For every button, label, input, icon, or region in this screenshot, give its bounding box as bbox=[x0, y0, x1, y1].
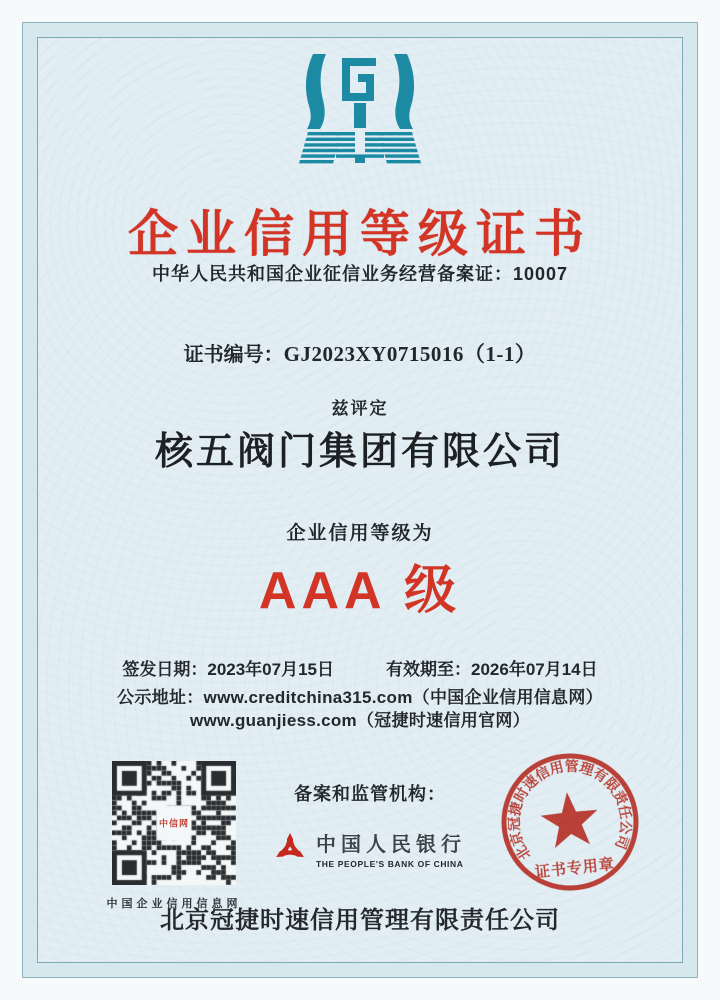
pboc-emblem-icon bbox=[274, 831, 306, 867]
seal-stamp-icon bbox=[490, 742, 650, 902]
seal-star-icon bbox=[538, 789, 600, 849]
qr-center-label: 中信网 bbox=[157, 816, 191, 831]
rating-label: 企业信用等级为 bbox=[286, 523, 434, 544]
publicity-label: 公示地址： bbox=[117, 688, 204, 707]
pboc-name-cn: 中国人民银行 bbox=[316, 834, 466, 856]
certificate-number-value: GJ2023XY0715016（1-1） bbox=[283, 342, 537, 366]
seal-bottom-text: 证书专用章 bbox=[534, 855, 616, 881]
pboc-text bbox=[316, 828, 466, 869]
certificate-seal bbox=[490, 742, 650, 902]
certificate-subtitle: 中华人民共和国企业征信业务经营备案证：10007 bbox=[151, 264, 569, 284]
certificate-number-label: 证书编号： bbox=[183, 344, 284, 366]
qr-block bbox=[100, 761, 248, 911]
valid-until-value: 2026年07月14日 bbox=[471, 660, 598, 679]
pboc-name-en: THE PEOPLE'S BANK OF CHINA bbox=[316, 859, 464, 869]
regulator-block bbox=[262, 780, 478, 869]
pboc-logo-row bbox=[262, 828, 478, 869]
issuer-logo-icon bbox=[280, 52, 440, 164]
qr-code bbox=[112, 761, 236, 885]
issue-date-value: 2023年07月15日 bbox=[207, 660, 334, 679]
publicity-url-1: www.creditchina315.com（中国企业信用信息网） bbox=[203, 688, 603, 707]
certificate-title: 企业信用等级证书 bbox=[128, 206, 592, 262]
issuer-name: 北京冠捷时速信用管理有限责任公司 bbox=[160, 907, 560, 934]
valid-until-label: 有效期至： bbox=[386, 660, 471, 679]
qr-caption: 中国企业信用信息网 bbox=[106, 898, 242, 910]
publicity-block bbox=[0, 686, 720, 732]
publicity-line-2 bbox=[0, 709, 720, 732]
rating-value: AAA 级 bbox=[258, 562, 462, 620]
issuer-logo bbox=[0, 52, 720, 169]
dates-row bbox=[0, 655, 720, 680]
regulator-heading: 备案和监管机构： bbox=[294, 784, 446, 804]
publicity-url-2: www.guanjiess.com（冠捷时速信用官网） bbox=[190, 711, 530, 730]
seal-ring-text: 北京冠捷时速信用管理有限责任公司 bbox=[505, 757, 635, 863]
assessment-intro: 兹评定 bbox=[331, 399, 389, 418]
certificate-number-row bbox=[0, 338, 720, 368]
publicity-line-1 bbox=[0, 686, 720, 709]
company-name: 核五阀门集团有限公司 bbox=[154, 431, 565, 473]
issue-date-label: 签发日期： bbox=[122, 660, 208, 679]
